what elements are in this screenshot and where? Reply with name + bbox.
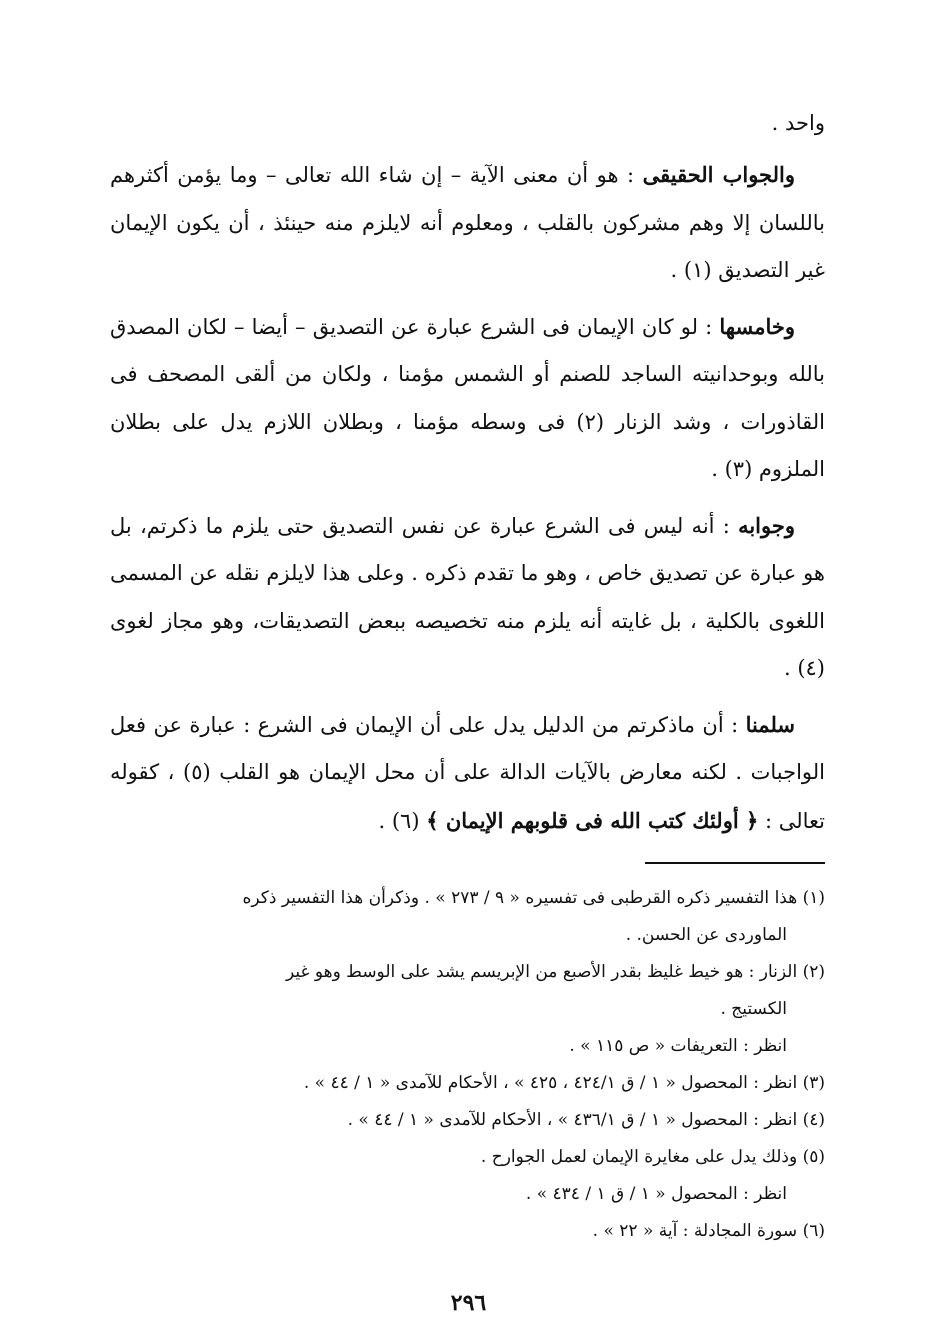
footnote-line: الكستيج . — [720, 999, 787, 1019]
paragraph-reply — [110, 502, 825, 693]
paragraph-label: وجوابه — [738, 512, 795, 538]
quran-quote: ﴿ أولئك كتب الله فى قلوبهم الإيمان ﴾ — [426, 807, 759, 833]
paragraph-label: سلمنا — [745, 711, 795, 737]
footnote-line: (٢) الزنار : هو خيط غليظ بقدر الأصبع من الإبريسم يشد على الوسط وهو غير — [286, 962, 825, 982]
paragraph-text-end: (٦) . — [378, 808, 427, 833]
main-text — [110, 100, 825, 853]
page-number: ٢٩٦ — [450, 1290, 487, 1316]
paragraph-text: : لو كان الإيمان فى الشرع عبارة عن التصديق – أيضا – لكان المصدق بالله وبوحدانيته الساجد للصنم أو الشمس مؤمنا ، ولكان من ألقى المصحف فى القاذورات ، وشد الزنار (٢) فى وسطه مؤمنا ، وبطلان اللازم يدل على بطلان الملزوم (٣) . — [110, 314, 825, 481]
footnote-line: انظر : التعريفات « ص ١١٥ » . — [569, 1036, 787, 1056]
paragraph-conceded — [110, 701, 825, 846]
paragraph-text: : أنه ليس فى الشرع عبارة عن نفس التصديق حتى يلزم ما ذكرتم، بل هو عبارة عن تصديق خاص ، وهو ما تقدم ذكره . وعلى هذا لايلزم نقله عن المسمى اللغوى بالكلية ، بل غايته أنه يلزم منه تخصيصه ببعض التصديقات، وهو مجاز لغوى (٤) . — [110, 513, 825, 680]
footnote-line: (٤) انظر : المحصول « ١ / ق ٤٣٦/١ » ، الأحكام للآمدى « ١ / ٤٤ » . — [347, 1110, 825, 1130]
footnotes — [110, 880, 825, 1250]
footnote-line: (٣) انظر : المحصول « ١ / ق ٤٢٤/١ ، ٤٢٥ » ، الأحكام للآمدى « ١ / ٤٤ » . — [303, 1073, 825, 1093]
footnote-line: (٦) سورة المجادلة : آية « ٢٢ » . — [592, 1221, 825, 1241]
paragraph-label: وخامسها — [719, 313, 795, 339]
footnote-line: الماوردى عن الحسن. . — [625, 925, 787, 945]
footnote-divider — [645, 862, 825, 864]
footnote-line: (٥) وذلك يدل على مغايرة الإيمان لعمل الجوارح . — [480, 1147, 825, 1167]
paragraph-text: : هو أن معنى الآية – إن شاء الله تعالى – وما يؤمن أكثرهم باللسان إلا وهم مشركون بالقلب ، ومعلوم أنه لايلزم منه حينئذ ، أن يكون الإيمان غير التصديق (١) . — [110, 163, 825, 282]
footnote-line: انظر : المحصول « ١ / ق ١ / ٤٣٤ » . — [525, 1184, 787, 1204]
paragraph-text: : أن ماذكرتم من الدليل يدل على أن الإيمان فى الشرع : عبارة عن فعل الواجبات . لكنه معارض بالآيات الدالة على أن محل الإيمان هو القلب (٥) ، كقوله تعالى : — [110, 712, 826, 833]
paragraph-true-answer — [110, 151, 825, 295]
footnote-line: (١) هذا التفسير ذكره القرطبى فى تفسيره « ٩ / ٢٧٣ » . وذكرأن هذا التفسير ذكره — [242, 888, 825, 908]
paragraph-label: والجواب الحقيقى — [642, 162, 795, 187]
continuation-line: واحد . — [771, 111, 825, 135]
paragraph-fifth — [110, 303, 825, 494]
